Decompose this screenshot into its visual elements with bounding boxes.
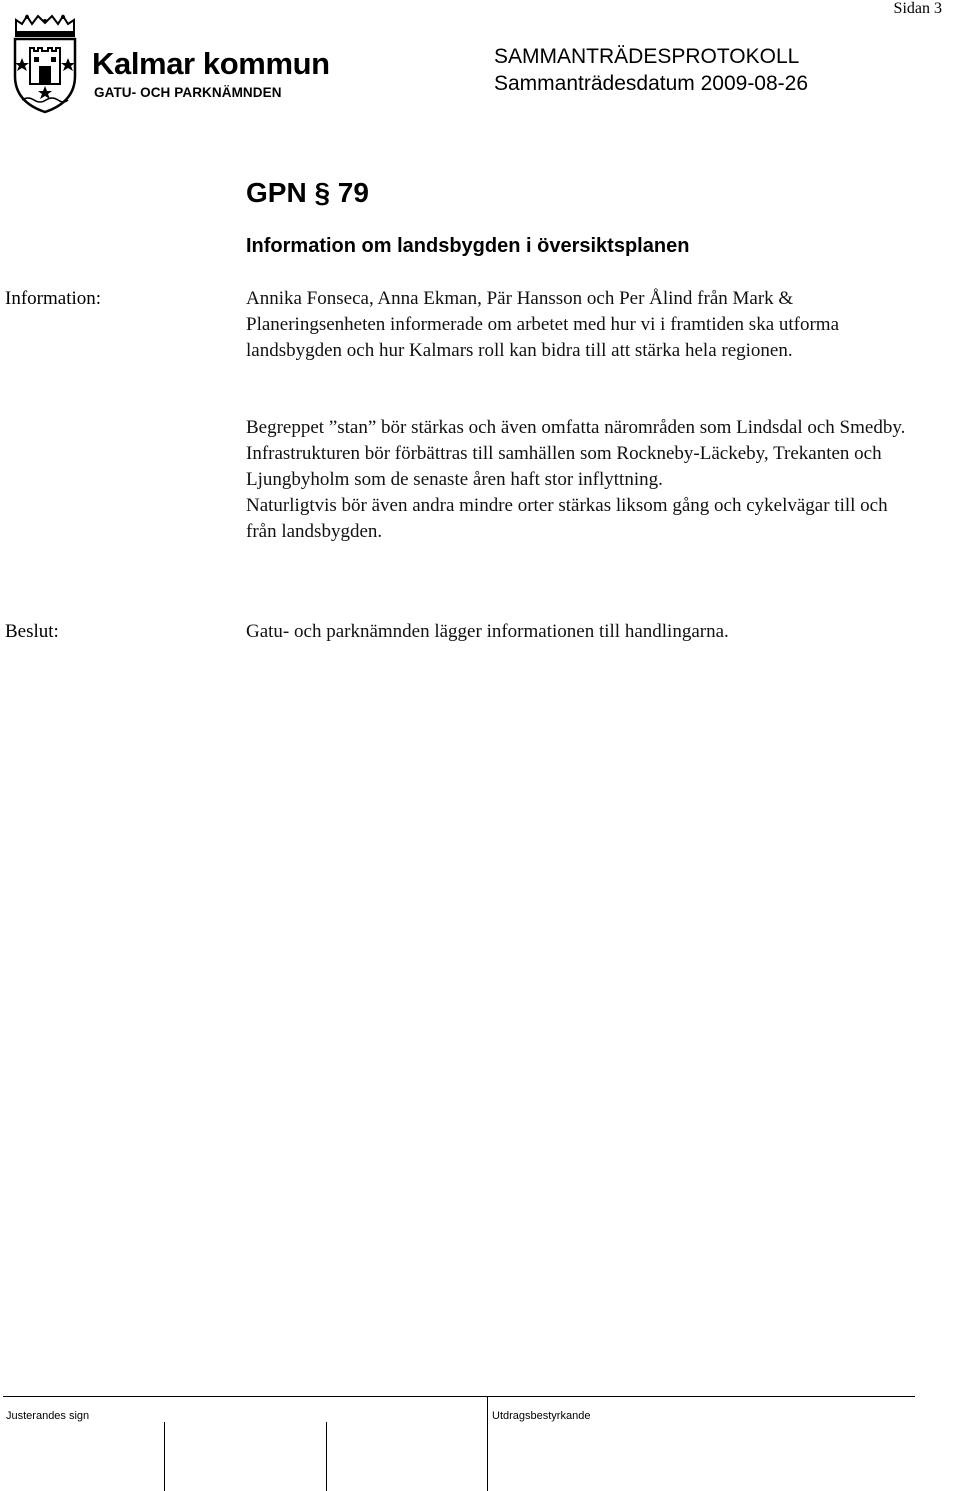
information-paragraph-4: Naturligtvis bör även andra mindre orter stärkas liksom gång och cykelvägar till och från landsbygden. [246, 495, 888, 542]
footer-divider [3, 1396, 915, 1397]
decision-label: Beslut: [5, 621, 59, 642]
information-paragraphs [246, 415, 916, 545]
document-type: SAMMANTRÄDESPROTOKOLL [494, 45, 800, 68]
signature-label: Justerandes sign [6, 1410, 90, 1422]
department-name: GATU- OCH PARKNÄMNDEN [94, 85, 282, 100]
certification-label: Utdragsbestyrkande [492, 1410, 591, 1422]
meeting-date: Sammanträdesdatum 2009-08-26 [494, 72, 809, 95]
page-number: Sidan 3 [893, 0, 942, 17]
information-label: Information: [5, 288, 102, 309]
information-paragraph-2: Begreppet ”stan” bör stärkas och även omfatta närområden som Lindsdal och Smedby. [246, 417, 906, 438]
organization-name: Kalmar kommun [92, 46, 330, 81]
decision-text: Gatu- och parknämnden lägger informationen till handlingarna. [246, 621, 729, 642]
signature-box-divider [326, 1422, 327, 1491]
information-paragraph-1: Annika Fonseca, Anna Ekman, Pär Hansson och Per Ålind från Mark & Planeringsenheten informerade om arbetet med hur vi i framtiden ska utforma landsbygden och hur Kalmars roll kan bidra till att stärka hela regionen. [246, 288, 840, 361]
kalmar-crest-icon [10, 14, 80, 114]
information-paragraph-3: Infrastrukturen bör förbättras till samhällen som Rockneby-Läckeby, Trekanten och Ljungbyholm som de senaste åren haft stor inflyttning. [246, 443, 882, 490]
signature-box-divider [164, 1422, 165, 1491]
section-title: Information om landsbygden i översiktsplanen [246, 235, 690, 257]
signature-box-divider [487, 1397, 488, 1491]
section-number: GPN § 79 [246, 177, 369, 208]
